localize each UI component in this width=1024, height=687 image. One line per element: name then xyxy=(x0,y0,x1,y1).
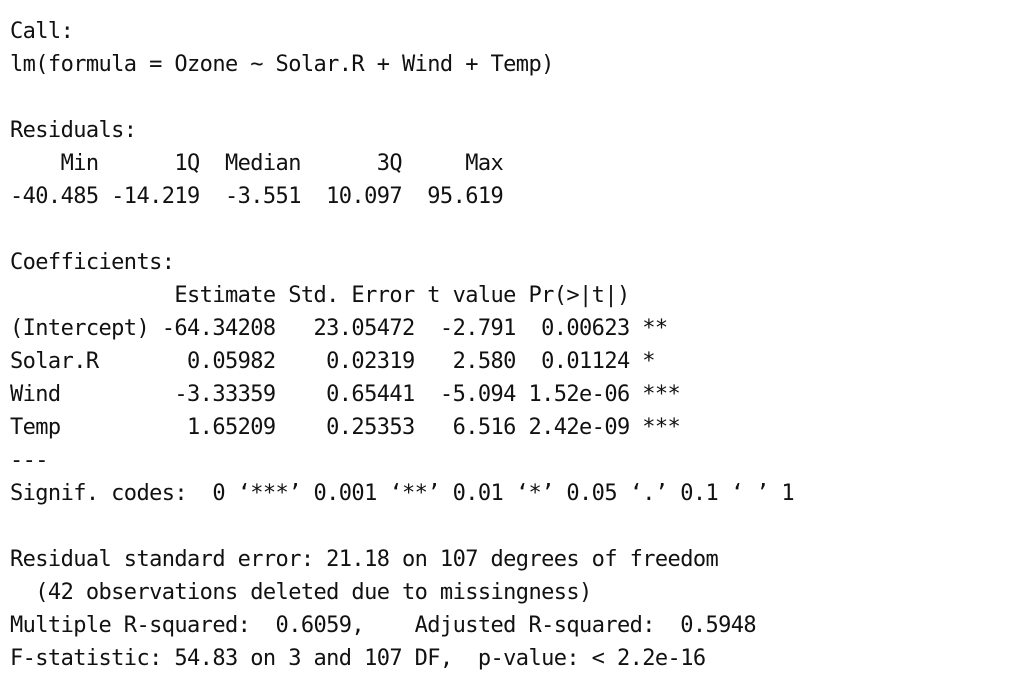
coefficient-row-solar-r: Solar.R 0.05982 0.02319 2.580 0.01124 * xyxy=(10,349,681,374)
r-console-output xyxy=(10,15,794,675)
coefficient-row-wind: Wind -3.33359 0.65441 -5.094 1.52e-06 *** xyxy=(10,382,681,407)
coefficients-heading: Coefficients: xyxy=(10,250,175,275)
blank-line xyxy=(10,213,794,246)
residual-standard-error: Residual standard error: 21.18 on 107 degrees of freedom xyxy=(10,547,719,572)
residuals-values-row: -40.485 -14.219 -3.551 10.097 95.619 xyxy=(10,184,516,209)
f-statistic-line: F-statistic: 54.83 on 3 and 107 DF, p-value: < 2.2e-16 xyxy=(10,646,706,671)
coefficient-row-intercept: (Intercept) -64.34208 23.05472 -2.791 0.00623 ** xyxy=(10,316,681,341)
coefficients-header-row: Estimate Std. Error t value Pr(>|t|) xyxy=(10,283,681,308)
coefficients-separator: --- xyxy=(10,448,48,473)
blank-line xyxy=(10,81,794,114)
missingness-note: (42 observations deleted due to missingness) xyxy=(10,580,592,605)
signif-codes: Signif. codes: 0 ‘***’ 0.001 ‘**’ 0.01 ‘*’ 0.05 ‘.’ 0.1 ‘ ’ 1 xyxy=(10,481,794,506)
coefficient-row-temp: Temp 1.65209 0.25353 6.516 2.42e-09 *** xyxy=(10,415,681,440)
call-heading: Call: xyxy=(10,19,74,44)
residuals-heading: Residuals: xyxy=(10,118,137,143)
residuals-header-row: Min 1Q Median 3Q Max xyxy=(10,151,516,176)
call-formula: lm(formula = Ozone ~ Solar.R + Wind + Temp) xyxy=(10,52,554,77)
r-squared-line: Multiple R-squared: 0.6059, Adjusted R-squared: 0.5948 xyxy=(10,613,769,638)
blank-line xyxy=(10,510,794,543)
